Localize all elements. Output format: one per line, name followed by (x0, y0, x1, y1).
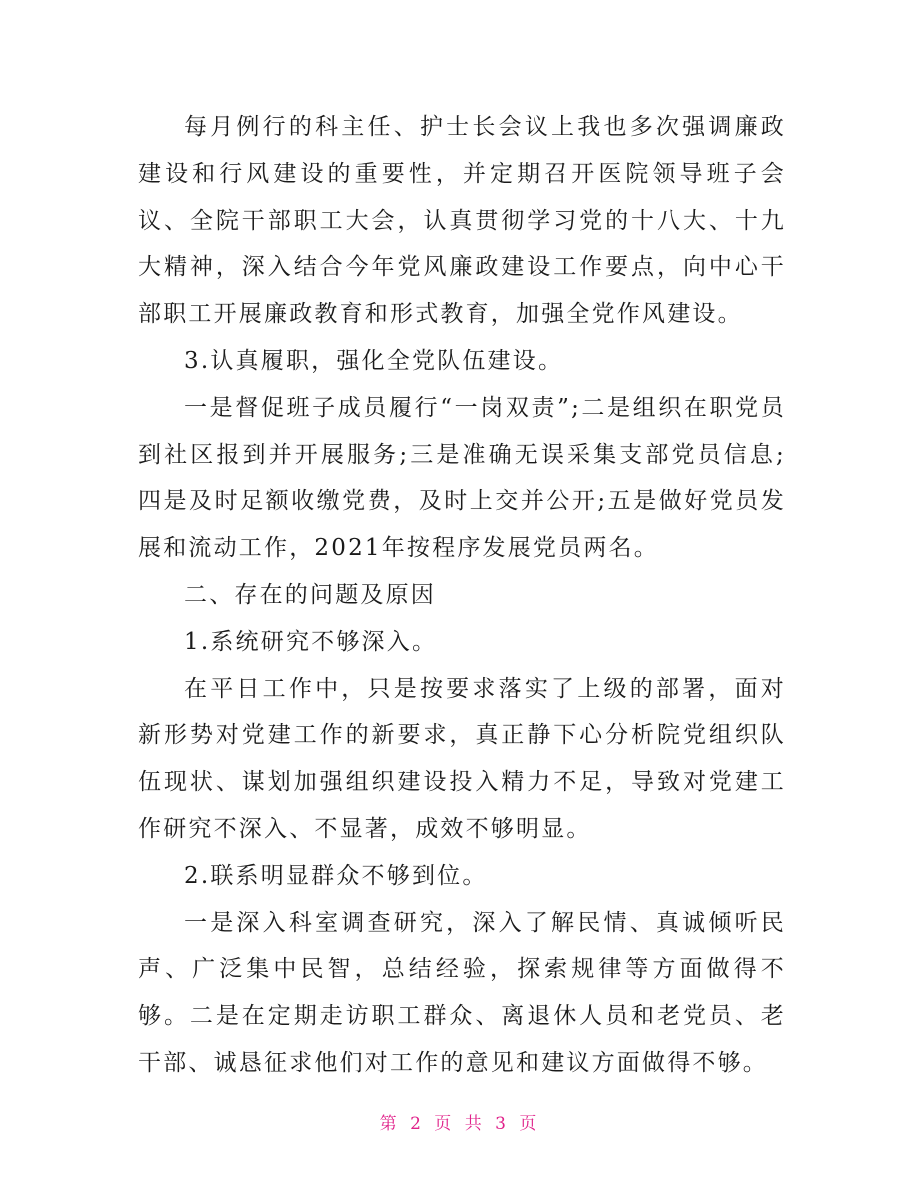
document-body (138, 104, 786, 1087)
paragraph-intro: 每月例行的科主任、护士长会议上我也多次强调廉政建设和行风建设的重要性，并定期召开医院领导班子会议、全院干部职工大会，认真贯彻学习党的十八大、十九大精神，深入结合今年党风廉政建设工作要点，向中心干部职工开展廉政教育和形式教育，加强全党作风建设。 (138, 114, 786, 328)
paragraph-research: 在平日工作中，只是按要求落实了上级的部署，面对新形势对党建工作的新要求，真正静下心分析院党组织队伍现状、谋划加强组织建设投入精力不足，导致对党建工作研究不深入、不显著，成效不够明显。 (138, 675, 786, 842)
paragraph-heading-2: 2.联系明显群众不够到位。 (184, 862, 488, 889)
section-heading-problems: 二、存在的问题及原因 (184, 581, 436, 608)
paragraph-masses: 一是深入科室调查研究，深入了解民情、真诚倾听民声、广泛集中民智，总结经验，探索规律等方面做得不够。二是在定期走访职工群众、离退休人员和老党员、老干部、诚恳征求他们对工作的意见和建议方面做得不够。 (138, 909, 786, 1076)
paragraph-heading-3: 3.认真履职，强化全党队伍建设。 (184, 347, 564, 374)
paragraph-duties: 一是督促班子成员履行“一岗双责”;二是组织在职党员到社区报到并开展服务;三是准确无误采集支部党员信息;四是及时足额收缴党费，及时上交并公开;五是做好党员发展和流动工作，2021年按程序发展党员两名。 (138, 394, 786, 562)
page-number-footer: 第 2 页 共 3 页 (379, 1114, 541, 1134)
paragraph-heading-1: 1.系统研究不够深入。 (184, 628, 438, 655)
